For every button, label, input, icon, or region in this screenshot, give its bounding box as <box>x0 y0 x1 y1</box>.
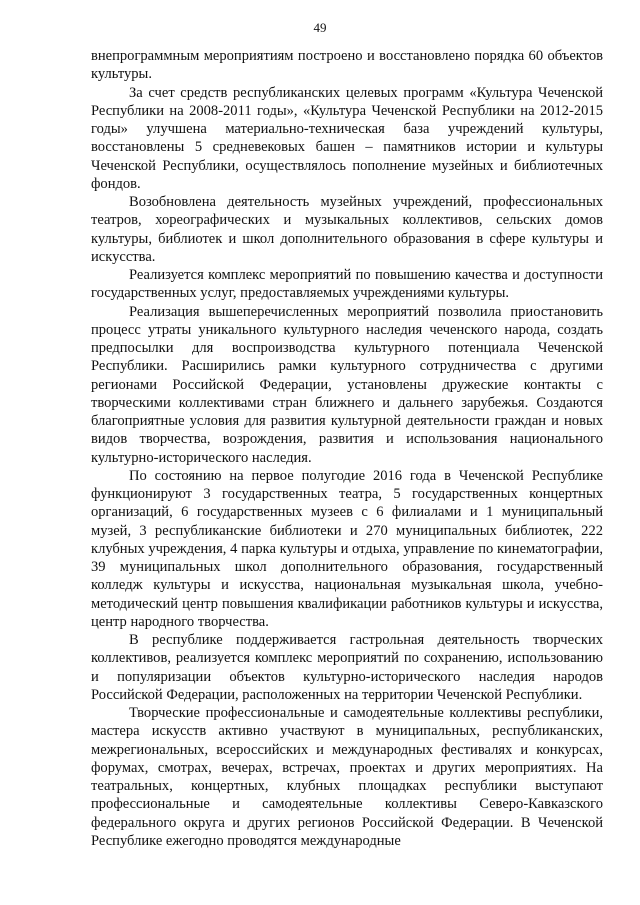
paragraph-heritage-results: Реализация вышеперечисленных мероприятий позволила приостановить процесс утраты уникального культурного наследия чеченского народа, создать предпосылки для воспроизводства культурного потенциала Чеченской Республики. Расширились рамки культурного сотрудничества с другими регионами Российской Федерации, установлены дружеские контакты с творческими коллективами стран ближнего и дальнего зарубежья. Создаются благоприятные условия для развития культурной деятельности граждан и новых видов творчества, возрождения, развития и использования национального культурно-исторического наследия. <box>91 303 603 466</box>
paragraph-institutions-status: По состоянию на первое полугодие 2016 года в Чеченской Республике функционируют 3 государственных театра, 5 государственных концертных организаций, 6 государственных музеев с 6 филиалами и 1 муниципальный музей, 3 республиканские библиотеки и 270 муниципальных библиотек, 222 клубных учреждения, 4 парка культуры и отдыха, управление по кинематографии, 39 муниципальных школ дополнительного образования, государственный колледж культуры и искусства, национальная музыкальная школа, учебно-методический центр повышения квалификации работников культуры и искусства, центр народного творчества. <box>91 467 603 630</box>
paragraph-public-services: Реализуется комплекс мероприятий по повышению качества и доступности государственных услуг, предоставляемых учреждениями культуры. <box>91 267 603 302</box>
body-text <box>91 47 603 850</box>
paragraph-continued: внепрограммным мероприятиям построено и восстановлено порядка 60 объектов культуры. <box>91 48 603 83</box>
paragraph-creative-groups: Творческие профессиональные и самодеятельные коллективы республики, мастера искусств активно участвуют в муниципальных, республиканских, межрегиональных, всероссийских и международных фестивалях и конкурсах, форумах, смотрах, вечерах, встречах, проектах и других мероприятиях. На театральных, концертных, клубных площадках республики выступают профессиональные и самодеятельные коллективы Северо-Кавказского федерального округа и других регионов Российской Федерации. В Чеченской Республике ежегодно проводятся международные <box>91 705 603 849</box>
paragraph-touring-activity: В республике поддерживается гастрольная деятельность творческих коллективов, реализуется комплекс мероприятий по сохранению, использованию и популяризации объектов культурно-исторического наследия народов Российской Федерации, расположенных на территории Чеченской Республики. <box>91 632 603 703</box>
page-number: 49 <box>313 20 327 35</box>
paragraph-target-programs: За счет средств республиканских целевых программ «Культура Чеченской Республики на 2008-2011 годы», «Культура Чеченской Республики на 2012-2015 годы» улучшена материально-техническая база учреждений культуры, восстановлены 5 средневековых башен – памятников истории и культуры Чеченской Республики, осуществлялось пополнение музейных и библиотечных фондов. <box>91 84 603 192</box>
paragraph-museum-activity: Возобновлена деятельность музейных учреждений, профессиональных театров, хореографических и музыкальных коллективов, сельских домов культуры, библиотек и школ дополнительного образования в сфере культуры и искусства. <box>91 194 603 265</box>
